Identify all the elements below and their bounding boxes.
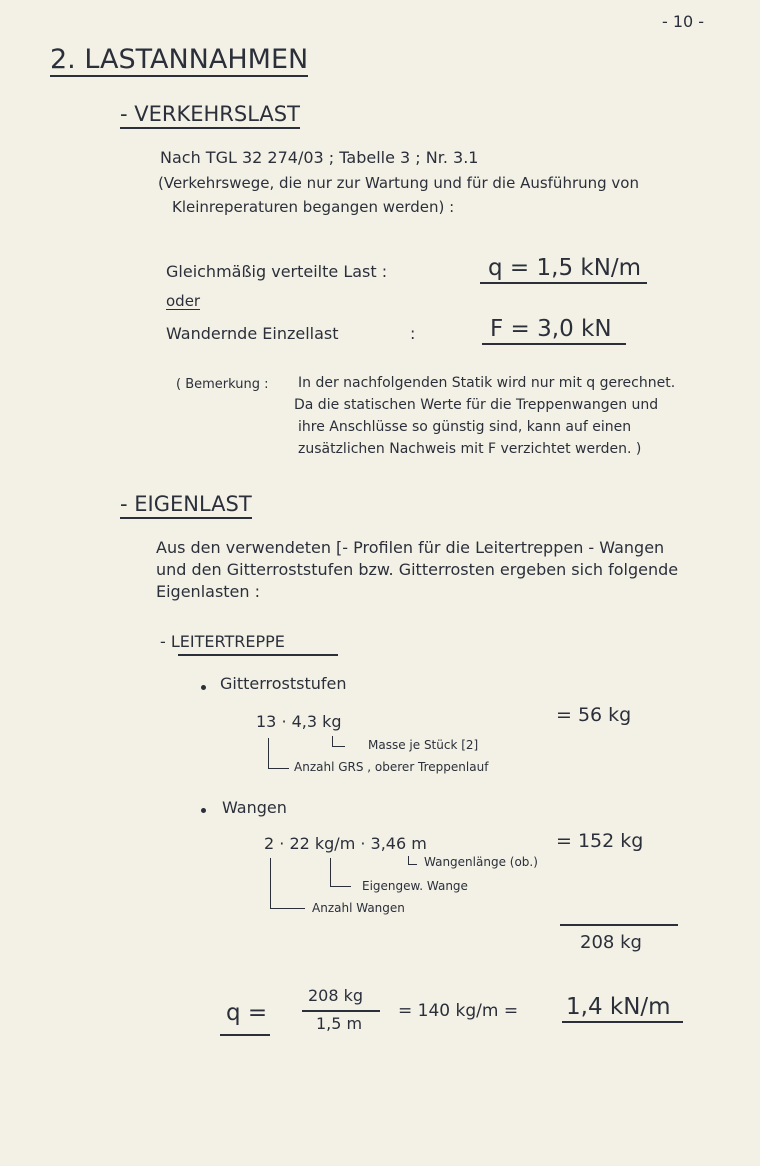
remark-line2: Da die statischen Werte für die Treppenwangen und [294,397,659,413]
wangen-label: Wangen [222,798,287,817]
fraction-denominator: 1,5 m [316,1014,363,1033]
remark-line4: zusätzlichen Nachweis mit F verzichtet werden. ) [298,441,642,457]
uniform-load-value: q = 1,5 kN/m [480,257,647,284]
eigenlast-intro-line2: und den Gitterroststufen bzw. Gitterrosten ergeben sich folgende [156,560,679,579]
verkehrslast-note-line1: (Verkehrswege, die nur zur Wartung und für die Ausführung von [158,174,639,192]
leitertreppe-underline [178,654,338,656]
bullet-icon [201,685,206,690]
fraction-numerator: 208 kg [308,986,364,1005]
point-load-value: F = 3,0 kN [482,318,626,345]
wangen-annot-length: Wangenlänge (ob.) [424,855,538,869]
remark-line3: ihre Anschlüsse so günstig sind, kann auf einen [298,419,632,435]
gitterroststufen-annot-count: Anzahl GRS , oberer Treppenlauf [294,760,489,774]
verkehrslast-title: - VERKEHRSLAST [120,104,300,129]
leitertreppe-title: - LEITERTREPPE [160,632,285,651]
annotation-bracket [270,858,305,909]
verkehrslast-note-line2: Kleinreperaturen begangen werden) : [172,198,455,216]
wangen-annot-weight: Eigengew. Wange [362,879,468,893]
section-heading: 2. LASTANNAHMEN [50,44,309,75]
annotation-bracket [268,738,289,769]
gitterroststufen-result: = 56 kg [556,704,632,726]
q-underline [220,1034,270,1036]
source-reference: Nach TGL 32 274/03 ; Tabelle 3 ; Nr. 3.1 [160,148,479,167]
remark-line1: In der nachfolgenden Statik wird nur mit q gerechnet. [298,375,676,391]
eigenlast-title: - EIGENLAST [120,494,252,519]
point-load-colon: : [410,324,416,343]
wangen-result: = 152 kg [556,830,644,852]
wangen-annot-count: Anzahl Wangen [312,901,405,915]
annotation-bracket [408,856,417,865]
gitterroststufen-label: Gitterroststufen [220,674,347,693]
fraction-bar [302,1010,380,1012]
wangen-calc: 2 · 22 kg/m · 3,46 m [264,834,427,853]
bullet-icon [201,808,206,813]
uniform-load-label: Gleichmäßig verteilte Last : [166,262,388,281]
intermediate-result: = 140 kg/m = [398,1001,519,1021]
final-result: 1,4 kN/m [562,996,683,1023]
page-number: - 10 - [662,12,705,31]
total-weight: 208 kg [580,932,642,953]
remark-label: ( Bemerkung : [176,377,269,392]
eigenlast-intro-line1: Aus den verwendeten [- Profilen für die Leitertreppen - Wangen [156,538,665,557]
sum-line [560,924,678,926]
or-label: oder [166,292,201,310]
gitterroststufen-calc: 13 · 4,3 kg [256,712,342,731]
point-load-label: Wandernde Einzellast [166,324,339,343]
gitterroststufen-annot-mass: Masse je Stück [2] [368,738,479,752]
annotation-bracket [330,858,351,887]
eigenlast-intro-line3: Eigenlasten : [156,582,261,601]
annotation-bracket [332,736,345,747]
final-q-label: q = [226,1000,268,1026]
